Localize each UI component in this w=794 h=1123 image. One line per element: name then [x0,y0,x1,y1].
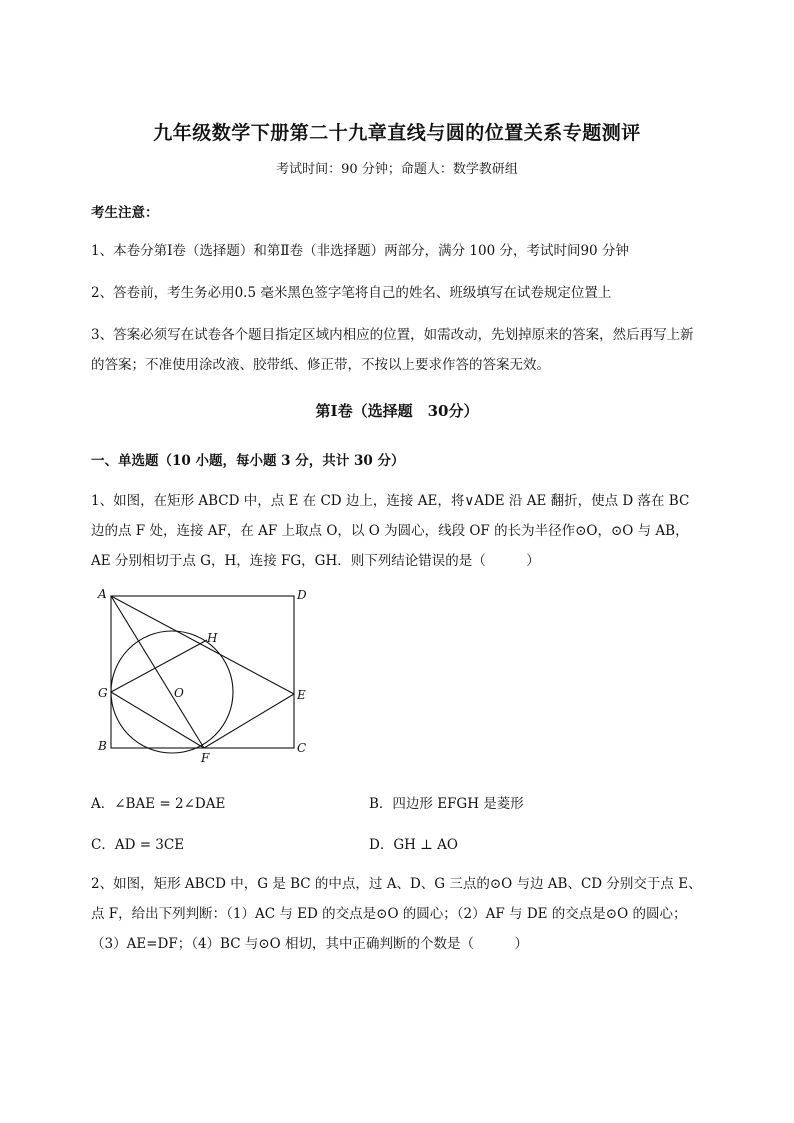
question-1-text: 1、如图，在矩形 ABCD 中，点 E 在 CD 边上，连接 AE，将∨ADE 沿 AE 翻折，使点 D 落在 BC 边的点 F 处，连接 AF，在 AF 上取点 O，以 O 为圆心，线段 OF 的长为半径作⊙O，⊙O 与 AB，AE 分别相切于点 G，H，连接 FG，GH．则下列结论错误的是（ ） [91,493,690,569]
label-a: A [98,587,107,601]
page-title: 九年级数学下册第二十九章直线与圆的位置关系专题测评 [153,122,641,144]
label-o: O [174,686,184,700]
segment-gf [111,692,204,748]
segment-gh [111,640,207,692]
question-2-text: 2、如图，矩形 ABCD 中，G 是 BC 的中点，过 A、D、G 三点的⊙O 与边 AB、CD 分别交于点 E、点 F，给出下列判断：（1）AC 与 ED 的交点是⊙O 的圆心；（2）AF 与 DE 的交点是⊙O 的圆心；（3）AE=DF；（4）BC 与⊙O 相切，其中正确判断的个数是（ ） [91,876,702,952]
question-1-option-d: D．GH ⊥ AO [369,837,458,853]
segment-af [111,596,204,748]
notice-item-2: 2、答卷前，考生务必用0.5 毫米黑色签字笔将自己的姓名、班级填写在试卷规定位置上 [91,285,612,301]
label-e: E [297,688,306,702]
notice-item-3: 3、答案必须写在试卷各个题目指定区域内相应的位置，如需改动，先划掉原来的答案，然后再写上新的答案；不准使用涂改液、胶带纸、修正带，不按以上要求作答的答案无效。 [91,327,694,373]
label-c: C [297,741,307,755]
label-f: F [201,751,210,765]
segment-fe [204,694,294,748]
circle-o [111,631,233,753]
question-1-option-b: B．四边形 EFGH 是菱形 [369,796,524,812]
section-title: 第Ⅰ卷（选择题 30分） [315,402,479,420]
exam-info: 考试时间：90 分钟；命题人：数学教研组 [276,162,518,177]
rectangle-abcd [111,596,294,748]
notice-item-1: 1、本卷分第Ⅰ卷（选择题）和第Ⅱ卷（非选择题）两部分，满分 100 分，考试时间90 分钟 [91,243,629,259]
label-g: G [98,686,108,700]
segment-ae [111,596,294,694]
label-d: D [297,588,307,602]
label-h: H [207,631,218,645]
question-1-option-a: A．∠BAE = 2∠DAE [91,796,226,812]
subsection-title: 一、单选题（10 小题，每小题 3 分，共计 30 分） [91,453,405,469]
label-b: B [98,739,107,753]
question-1-option-c: C．AD = 3CE [91,837,185,853]
notice-heading: 考生注意： [91,205,159,221]
question-1-figure [94,582,324,767]
